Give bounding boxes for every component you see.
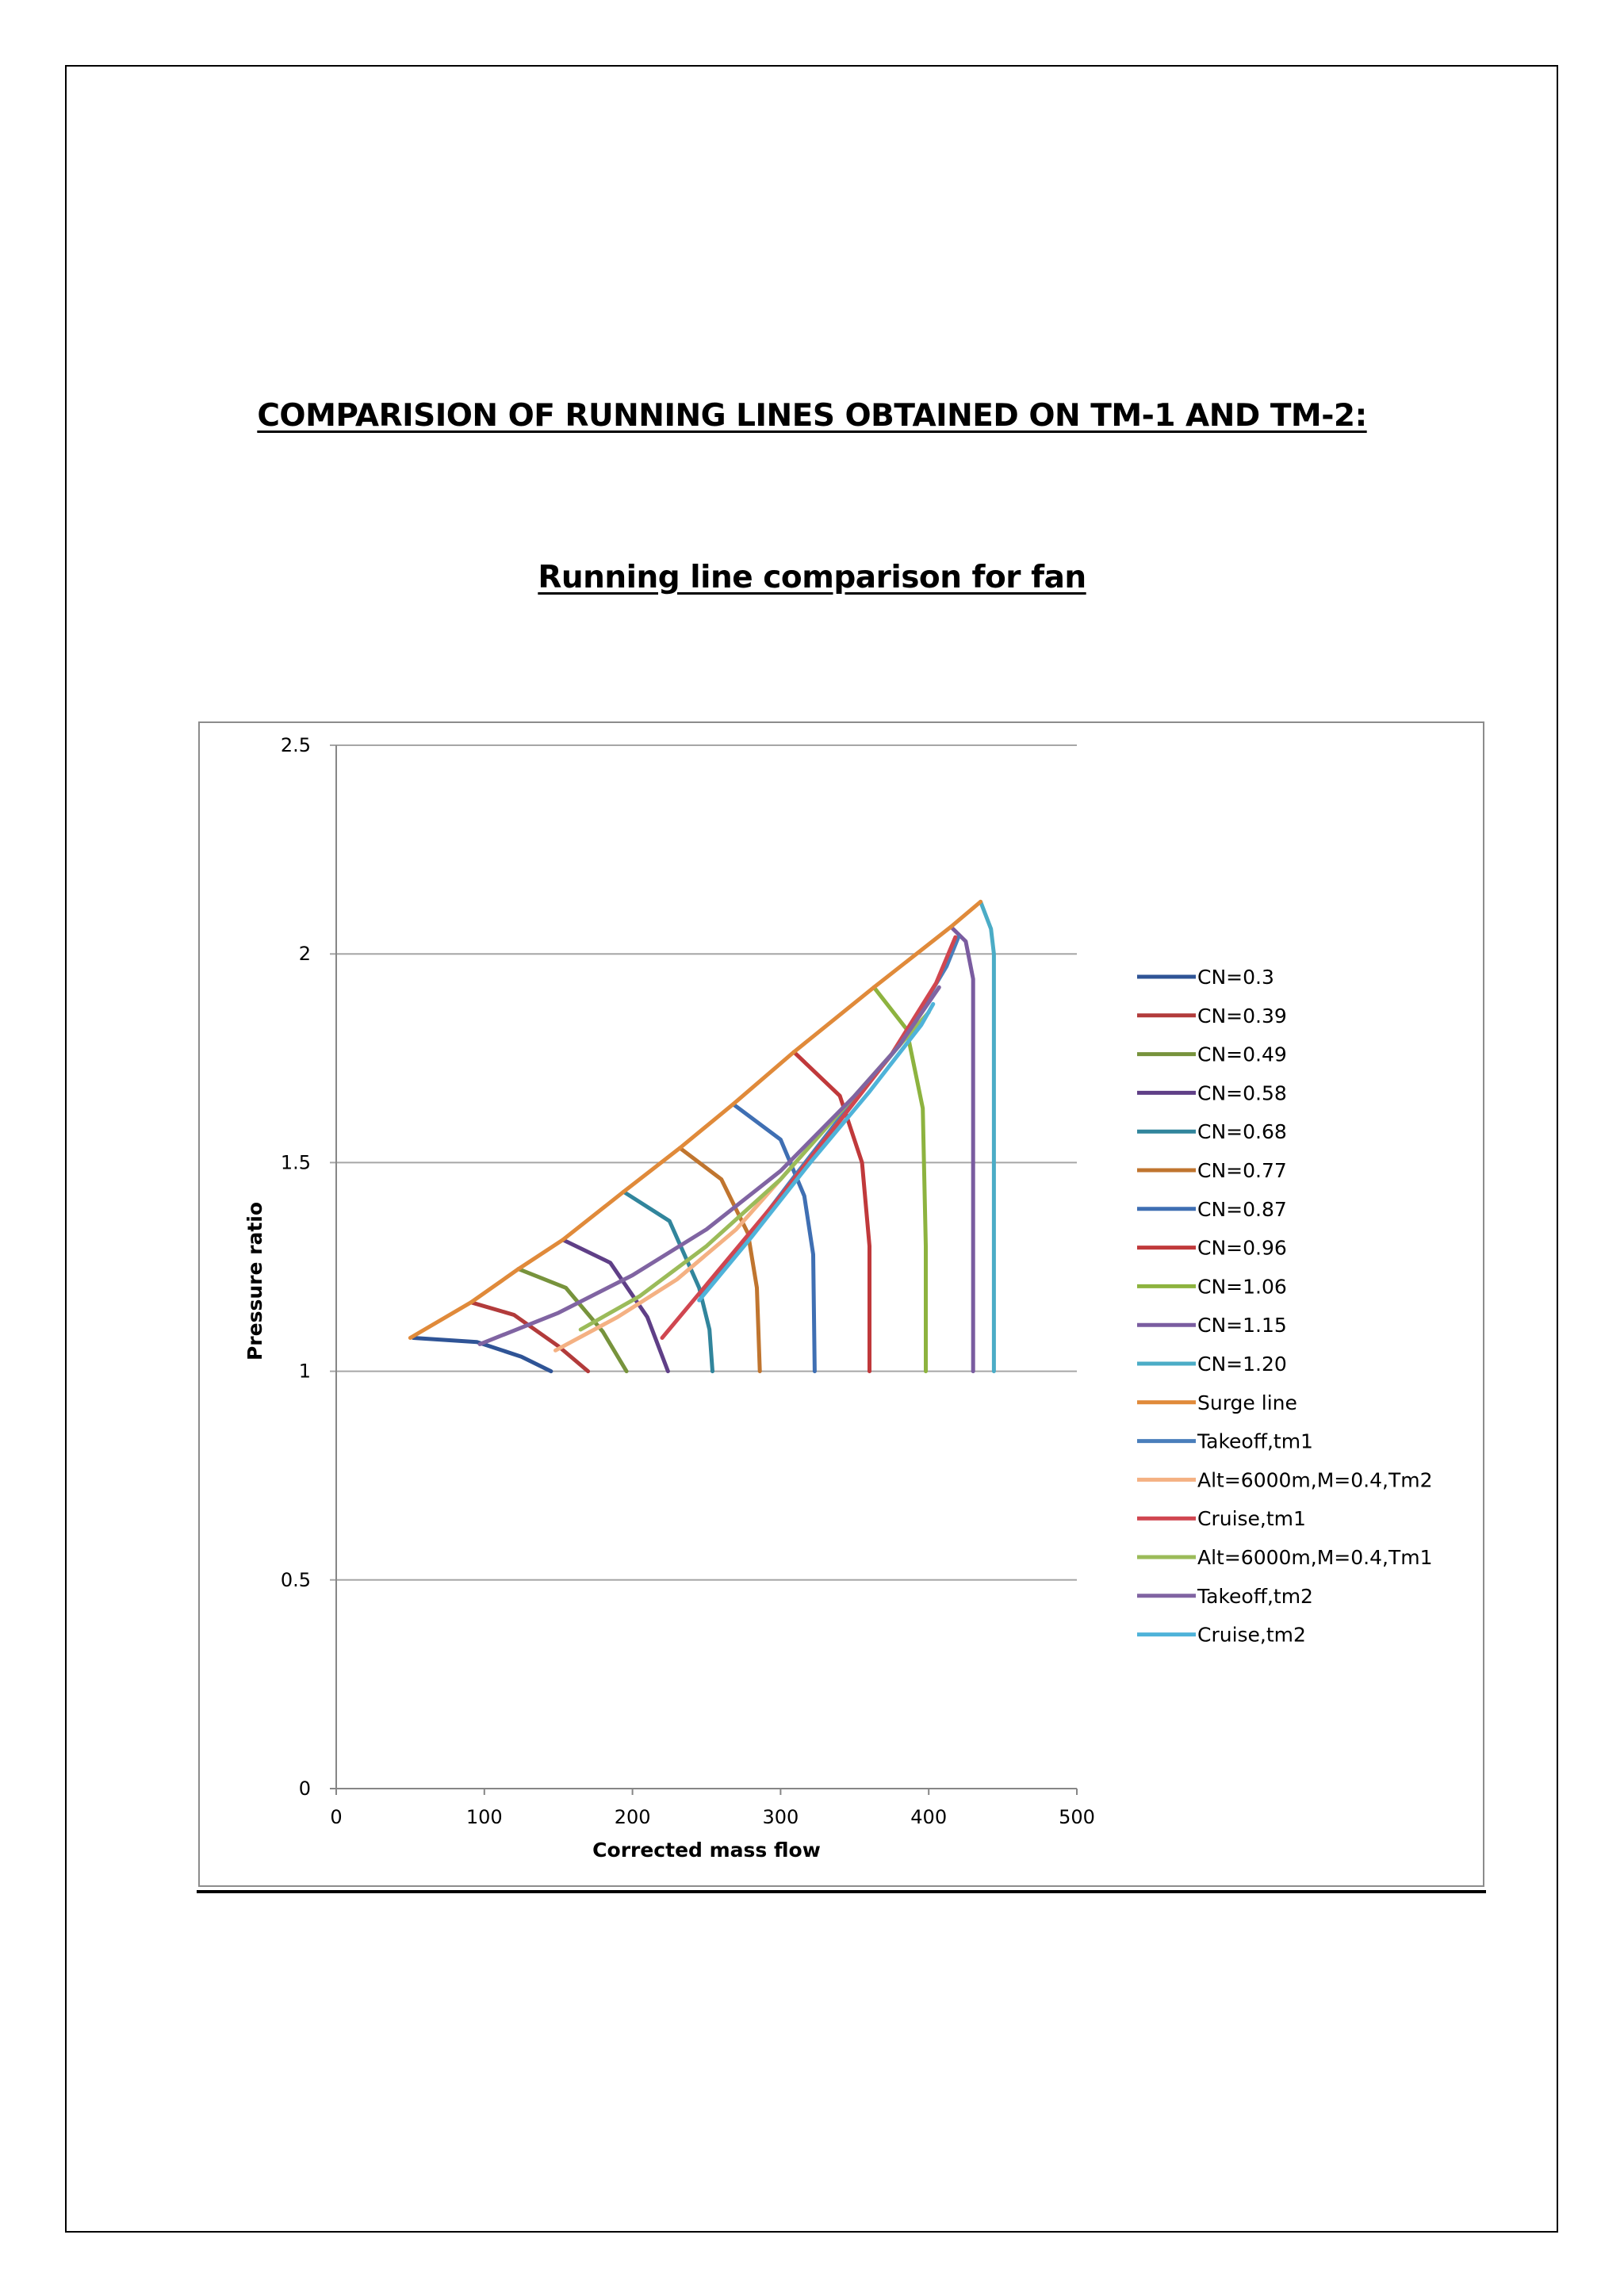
- x-tick-label: 0: [330, 1806, 343, 1828]
- x-axis-label: Corrected mass flow: [592, 1839, 821, 1862]
- y-tick-label: 1: [298, 1360, 311, 1383]
- series-line-surge-line: [410, 901, 980, 1337]
- running-line-chart: [200, 723, 1483, 1885]
- x-tick-label: 400: [910, 1806, 948, 1828]
- legend-label-cn-0-68: CN=0.68: [1197, 1120, 1287, 1144]
- legend-label-cn-0-39: CN=0.39: [1197, 1004, 1287, 1027]
- series-line-cn-0-68: [623, 1192, 712, 1371]
- legend-label-cn-0-58: CN=0.58: [1197, 1081, 1287, 1105]
- legend-label-cn-0-77: CN=0.77: [1197, 1159, 1287, 1182]
- bottom-rule: [197, 1890, 1486, 1893]
- legend-label-cn-1-06: CN=1.06: [1197, 1275, 1287, 1299]
- chart-area: [198, 721, 1484, 1887]
- legend-label-cn-0-3: CN=0.3: [1197, 966, 1274, 989]
- y-tick-label: 2: [298, 943, 311, 966]
- legend-label-cn-0-96: CN=0.96: [1197, 1236, 1287, 1260]
- page-heading: COMPARISION OF RUNNING LINES OBTAINED ON TM-1 AND TM-2:: [257, 398, 1367, 434]
- legend-label-cruise-tm1: Cruise,tm1: [1197, 1507, 1306, 1531]
- x-tick-label: 200: [614, 1806, 651, 1828]
- legend-label-surge-line: Surge line: [1197, 1391, 1297, 1414]
- x-tick-label: 300: [762, 1806, 799, 1828]
- series-line-cn-1-15: [951, 927, 973, 1372]
- legend-label-alt-6000m-m-0-4-tm1: Alt=6000m,M=0.4,Tm1: [1197, 1546, 1433, 1569]
- x-tick-label: 100: [465, 1806, 503, 1828]
- series-line-cruise-tm1: [662, 937, 956, 1337]
- y-tick-label: 2.5: [280, 734, 311, 756]
- x-tick-label: 500: [1059, 1806, 1095, 1828]
- legend-label-takeoff-tm1: Takeoff,tm1: [1197, 1429, 1313, 1453]
- legend-label-takeoff-tm2: Takeoff,tm2: [1197, 1584, 1313, 1608]
- chart-heading: Running line comparison for fan: [538, 560, 1086, 595]
- series-line-cn-0-77: [680, 1148, 760, 1372]
- legend-label-cn-0-87: CN=0.87: [1197, 1197, 1287, 1221]
- legend-label-alt-6000m-m-0-4-tm2: Alt=6000m,M=0.4,Tm2: [1197, 1468, 1433, 1492]
- y-tick-label: 0: [298, 1777, 311, 1800]
- y-axis-label: Pressure ratio: [243, 1201, 266, 1361]
- series-line-cn-1-20: [981, 901, 994, 1371]
- legend-label-cn-1-15: CN=1.15: [1197, 1314, 1287, 1337]
- legend-label-cn-0-49: CN=0.49: [1197, 1043, 1287, 1066]
- y-tick-label: 1.5: [280, 1151, 311, 1174]
- y-tick-label: 0.5: [280, 1568, 311, 1591]
- legend-label-cn-1-20: CN=1.20: [1197, 1353, 1287, 1376]
- legend-label-cruise-tm2: Cruise,tm2: [1197, 1623, 1306, 1647]
